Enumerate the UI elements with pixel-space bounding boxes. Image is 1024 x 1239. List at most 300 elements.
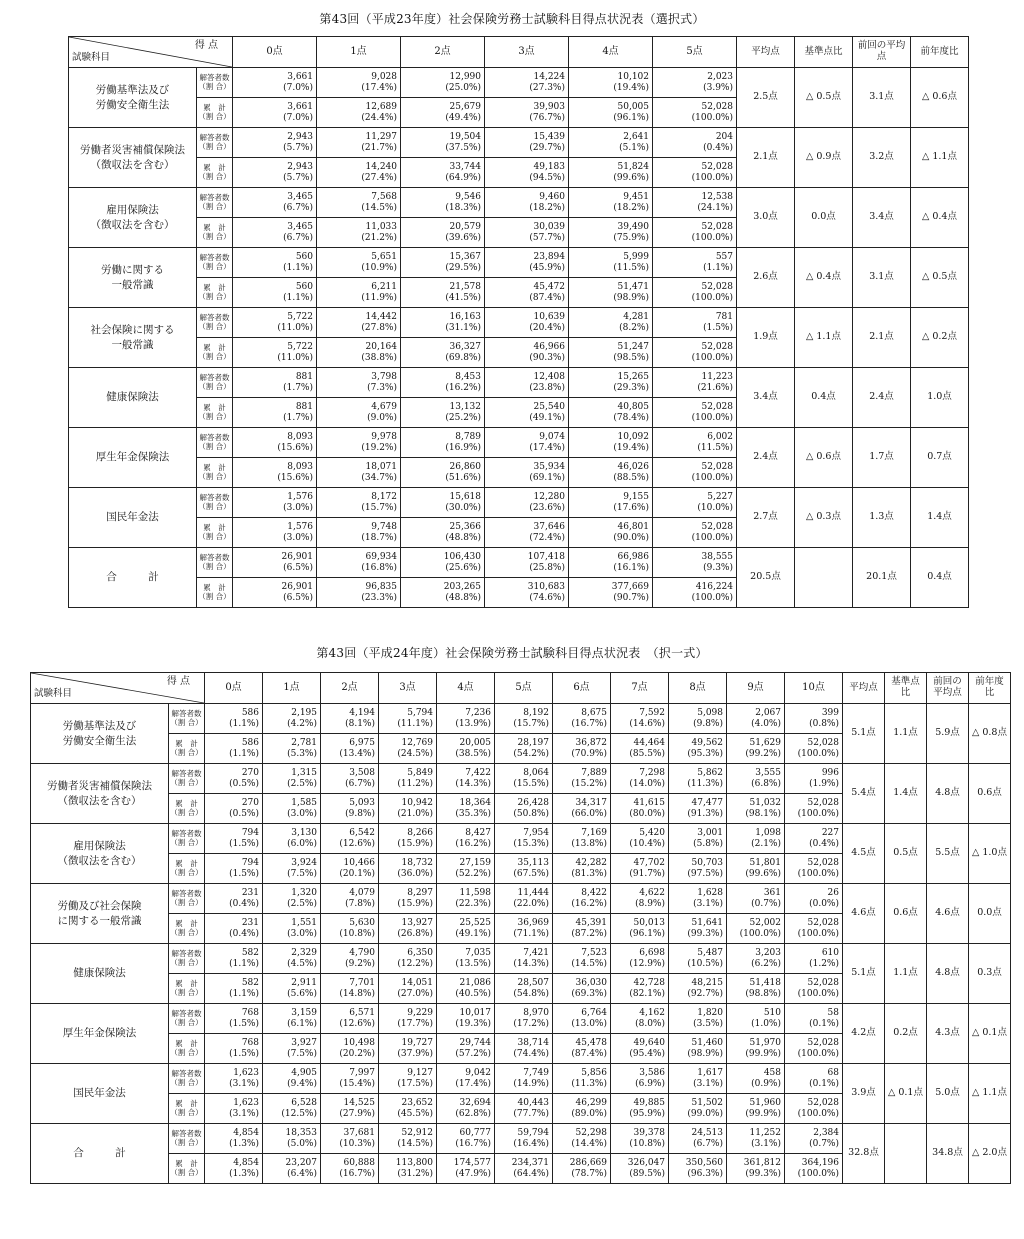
count-cell xyxy=(401,188,485,218)
count-percent: (2.5%) xyxy=(287,898,317,909)
row-label-count: 解答者数 （割 合） xyxy=(197,188,233,218)
count-value: 11,598 xyxy=(459,888,491,899)
count-percent: (17.7%) xyxy=(397,1018,433,1029)
count-percent: (30.0%) xyxy=(445,502,481,513)
cumulative-value: 49,640 xyxy=(633,1038,665,1049)
cumulative-value: 51,970 xyxy=(749,1038,781,1049)
cumulative-percent: (49.1%) xyxy=(529,412,565,423)
count-percent: (23.8%) xyxy=(529,382,565,393)
score-column-header: 5点 xyxy=(653,37,737,68)
subject-name: 健康保険法 xyxy=(69,368,197,428)
average-score: 32.8点 xyxy=(843,1124,885,1184)
count-percent: (15.9%) xyxy=(397,838,433,849)
count-value: 8,192 xyxy=(523,708,549,719)
cumulative-percent: (23.3%) xyxy=(361,592,397,603)
cumulative-percent: (87.4%) xyxy=(571,1048,607,1059)
count-percent: (16.8%) xyxy=(361,562,397,573)
count-percent: (8.1%) xyxy=(345,718,375,729)
count-percent: (15.5%) xyxy=(513,778,549,789)
count-percent: (18.2%) xyxy=(529,202,565,213)
cumulative-cell xyxy=(569,338,653,368)
cumulative-value: 49,885 xyxy=(633,1098,665,1109)
stat-column-header: 前年度比 xyxy=(911,37,969,68)
subject-count-row xyxy=(69,308,969,338)
count-cell xyxy=(569,188,653,218)
count-cell xyxy=(233,248,317,278)
baseline-diff: △ 0.5点 xyxy=(795,68,853,128)
count-percent: (16.7%) xyxy=(455,1138,491,1149)
cumulative-cell xyxy=(569,158,653,188)
count-value: 510 xyxy=(763,1008,781,1019)
cumulative-percent: (64.4%) xyxy=(513,1168,549,1179)
count-cell xyxy=(437,1124,495,1154)
count-cell xyxy=(569,68,653,98)
average-score: 3.4点 xyxy=(737,368,795,428)
cumulative-value: 113,800 xyxy=(395,1158,433,1169)
score-column-header: 7点 xyxy=(611,673,669,704)
count-percent: (16.9%) xyxy=(445,442,481,453)
cumulative-value: 10,498 xyxy=(343,1038,375,1049)
count-percent: (11.1%) xyxy=(397,718,433,729)
cumulative-cell xyxy=(233,98,317,128)
count-percent: (3.1%) xyxy=(693,898,723,909)
cumulative-percent: (85.5%) xyxy=(629,748,665,759)
cumulative-cell xyxy=(495,914,553,944)
count-value: 23,894 xyxy=(533,252,565,263)
average-score: 5.4点 xyxy=(843,764,885,824)
count-value: 9,028 xyxy=(371,72,397,83)
count-cell xyxy=(317,308,401,338)
count-value: 8,266 xyxy=(407,828,433,839)
cumulative-value: 13,132 xyxy=(449,402,481,413)
cumulative-value: 13,927 xyxy=(401,918,433,929)
stat-column-header: 平均点 xyxy=(843,673,885,704)
cumulative-cell xyxy=(263,854,321,884)
count-value: 794 xyxy=(241,828,259,839)
cumulative-percent: (5.3%) xyxy=(287,748,317,759)
count-value: 9,978 xyxy=(371,432,397,443)
cumulative-percent: (89.0%) xyxy=(571,1108,607,1119)
row-label-count: 解答者数 （割 合） xyxy=(197,368,233,398)
count-cell xyxy=(321,1004,379,1034)
cumulative-value: 3,465 xyxy=(287,222,313,233)
count-value: 38,555 xyxy=(701,552,733,563)
count-percent: (17.4%) xyxy=(361,82,397,93)
count-percent: (19.2%) xyxy=(361,442,397,453)
corner-header xyxy=(31,673,205,704)
count-value: 7,997 xyxy=(349,1068,375,1079)
cumulative-cell xyxy=(321,1034,379,1064)
count-percent: (25.0%) xyxy=(445,82,481,93)
cumulative-value: 5,093 xyxy=(349,798,375,809)
cumulative-cell xyxy=(321,1094,379,1124)
count-value: 7,568 xyxy=(371,192,397,203)
cumulative-cell xyxy=(233,398,317,428)
count-value: 6,571 xyxy=(349,1008,375,1019)
count-percent: (0.1%) xyxy=(809,1078,839,1089)
count-cell xyxy=(401,128,485,158)
cumulative-cell xyxy=(233,218,317,248)
count-cell xyxy=(205,704,263,734)
average-score: 2.1点 xyxy=(737,128,795,188)
cumulative-value: 52,028 xyxy=(807,978,839,989)
cumulative-value: 1,551 xyxy=(291,918,317,929)
count-percent: (22.0%) xyxy=(513,898,549,909)
cumulative-percent: (21.2%) xyxy=(361,232,397,243)
cumulative-percent: (49.4%) xyxy=(445,112,481,123)
cumulative-value: 40,805 xyxy=(617,402,649,413)
subject-count-row xyxy=(69,368,969,398)
count-cell xyxy=(727,1124,785,1154)
count-percent: (0.5%) xyxy=(229,778,259,789)
count-percent: (13.9%) xyxy=(455,718,491,729)
subject-count-row xyxy=(31,884,1011,914)
subject-name: 厚生年金保険法 xyxy=(31,1004,169,1064)
count-cell xyxy=(653,488,737,518)
count-cell xyxy=(263,1124,321,1154)
count-cell xyxy=(317,548,401,578)
year-over-year-diff: △ 0.6点 xyxy=(911,68,969,128)
stat-column-header: 前年度比 xyxy=(969,673,1011,704)
count-value: 5,794 xyxy=(407,708,433,719)
cumulative-percent: (100.0%) xyxy=(797,808,839,819)
count-percent: (21.7%) xyxy=(361,142,397,153)
count-percent: (8.2%) xyxy=(619,322,649,333)
cumulative-percent: (47.9%) xyxy=(455,1168,491,1179)
cumulative-value: 25,679 xyxy=(449,102,481,113)
count-value: 2,943 xyxy=(287,132,313,143)
cumulative-cell xyxy=(205,794,263,824)
count-value: 4,622 xyxy=(639,888,665,899)
row-label-count: 解答者数 （割 合） xyxy=(169,1004,205,1034)
cumulative-percent: (11.9%) xyxy=(361,292,397,303)
cumulative-value: 51,471 xyxy=(617,282,649,293)
count-percent: (37.5%) xyxy=(445,142,481,153)
count-cell xyxy=(317,428,401,458)
cumulative-cell xyxy=(495,974,553,1004)
count-percent: (21.6%) xyxy=(697,382,733,393)
count-cell xyxy=(205,1124,263,1154)
average-score: 2.5点 xyxy=(737,68,795,128)
count-percent: (24.1%) xyxy=(697,202,733,213)
cumulative-cell xyxy=(437,1034,495,1064)
count-cell xyxy=(205,944,263,974)
count-percent: (3.5%) xyxy=(693,1018,723,1029)
count-percent: (12.9%) xyxy=(629,958,665,969)
count-cell xyxy=(569,548,653,578)
cumulative-value: 52,028 xyxy=(807,858,839,869)
cumulative-percent: (3.0%) xyxy=(287,928,317,939)
cumulative-cell xyxy=(669,734,727,764)
count-percent: (3.1%) xyxy=(229,1078,259,1089)
score-column-header: 2点 xyxy=(321,673,379,704)
count-percent: (0.9%) xyxy=(751,1078,781,1089)
count-percent: (11.2%) xyxy=(397,778,433,789)
row-label-cumulative: 累 計 （割 合） xyxy=(169,914,205,944)
count-percent: (3.9%) xyxy=(703,82,733,93)
count-value: 881 xyxy=(295,372,313,383)
count-value: 52,912 xyxy=(401,1128,433,1139)
cumulative-value: 11,033 xyxy=(365,222,397,233)
cumulative-percent: (3.0%) xyxy=(283,532,313,543)
count-value: 14,224 xyxy=(533,72,565,83)
count-percent: (0.4%) xyxy=(229,898,259,909)
count-percent: (29.5%) xyxy=(445,262,481,273)
count-value: 18,353 xyxy=(285,1128,317,1139)
cumulative-percent: (25.2%) xyxy=(445,412,481,423)
count-cell xyxy=(727,704,785,734)
baseline-diff: 0.6点 xyxy=(885,884,927,944)
count-cell xyxy=(379,884,437,914)
count-percent: (9.4%) xyxy=(287,1078,317,1089)
row-label-cumulative: 累 計 （割 合） xyxy=(197,278,233,308)
count-cell xyxy=(553,884,611,914)
count-percent: (20.4%) xyxy=(529,322,565,333)
cumulative-value: 3,927 xyxy=(291,1038,317,1049)
cumulative-value: 51,502 xyxy=(691,1098,723,1109)
cumulative-percent: (95.3%) xyxy=(687,748,723,759)
subject-name: 厚生年金保険法 xyxy=(69,428,197,488)
count-value: 10,017 xyxy=(459,1008,491,1019)
count-percent: (1.5%) xyxy=(229,1018,259,1029)
subject-name: 合 計 xyxy=(69,548,197,608)
count-cell xyxy=(263,1004,321,1034)
count-value: 26 xyxy=(827,888,839,899)
cumulative-percent: (95.4%) xyxy=(629,1048,665,1059)
cumulative-value: 25,525 xyxy=(459,918,491,929)
subject-name: 国民年金法 xyxy=(69,488,197,548)
count-percent: (10.3%) xyxy=(339,1138,375,1149)
cumulative-value: 6,975 xyxy=(349,738,375,749)
cumulative-percent: (11.0%) xyxy=(277,352,313,363)
cumulative-cell xyxy=(437,1094,495,1124)
count-value: 3,159 xyxy=(291,1008,317,1019)
count-cell xyxy=(611,824,669,854)
cumulative-percent: (75.9%) xyxy=(613,232,649,243)
cumulative-value: 7,701 xyxy=(349,978,375,989)
count-value: 2,067 xyxy=(755,708,781,719)
count-value: 3,508 xyxy=(349,768,375,779)
cumulative-cell xyxy=(437,854,495,884)
cumulative-cell xyxy=(553,854,611,884)
cumulative-value: 60,888 xyxy=(343,1158,375,1169)
count-value: 5,849 xyxy=(407,768,433,779)
count-cell xyxy=(321,824,379,854)
count-percent: (1.1%) xyxy=(703,262,733,273)
count-percent: (2.1%) xyxy=(751,838,781,849)
cumulative-cell xyxy=(611,914,669,944)
row-label-count: 解答者数 （割 合） xyxy=(169,764,205,794)
cumulative-value: 52,028 xyxy=(701,402,733,413)
count-percent: (16.2%) xyxy=(445,382,481,393)
count-value: 2,384 xyxy=(813,1128,839,1139)
subject-name: 社会保険に関する 一般常識 xyxy=(69,308,197,368)
count-percent: (15.7%) xyxy=(361,502,397,513)
count-percent: (1.7%) xyxy=(283,382,313,393)
count-cell xyxy=(495,884,553,914)
previous-average: 1.3点 xyxy=(853,488,911,548)
count-value: 15,265 xyxy=(617,372,649,383)
count-percent: (10.8%) xyxy=(629,1138,665,1149)
cumulative-percent: (87.2%) xyxy=(571,928,607,939)
cumulative-value: 47,702 xyxy=(633,858,665,869)
cumulative-value: 46,966 xyxy=(533,342,565,353)
cumulative-cell xyxy=(263,974,321,1004)
cumulative-cell xyxy=(437,1154,495,1184)
count-value: 231 xyxy=(241,888,259,899)
count-value: 2,195 xyxy=(291,708,317,719)
cumulative-value: 36,030 xyxy=(575,978,607,989)
cumulative-value: 52,028 xyxy=(807,738,839,749)
cumulative-percent: (69.8%) xyxy=(445,352,481,363)
count-cell xyxy=(233,548,317,578)
count-cell xyxy=(379,824,437,854)
cumulative-percent: (50.8%) xyxy=(513,808,549,819)
subject-name: 労働者災害補償保険法 （徴収法を含む） xyxy=(31,764,169,824)
count-value: 12,408 xyxy=(533,372,565,383)
count-value: 3,465 xyxy=(287,192,313,203)
subject-name: 労働基準法及び 労働安全衛生法 xyxy=(69,68,197,128)
cumulative-value: 270 xyxy=(241,798,259,809)
score-column-header: 9点 xyxy=(727,673,785,704)
count-cell xyxy=(569,308,653,338)
cumulative-cell xyxy=(233,338,317,368)
count-cell xyxy=(485,368,569,398)
row-label-cumulative: 累 計 （割 合） xyxy=(169,1094,205,1124)
cumulative-value: 350,560 xyxy=(685,1158,723,1169)
cumulative-value: 20,164 xyxy=(365,342,397,353)
cumulative-percent: (48.8%) xyxy=(445,532,481,543)
cumulative-percent: (10.8%) xyxy=(339,928,375,939)
count-cell xyxy=(233,308,317,338)
count-cell xyxy=(437,884,495,914)
cumulative-cell xyxy=(569,578,653,608)
cumulative-value: 33,744 xyxy=(449,162,481,173)
count-value: 58 xyxy=(827,1008,839,1019)
count-cell xyxy=(205,764,263,794)
cumulative-percent: (89.5%) xyxy=(629,1168,665,1179)
cumulative-percent: (74.6%) xyxy=(529,592,565,603)
cumulative-cell xyxy=(485,518,569,548)
cumulative-percent: (81.3%) xyxy=(571,868,607,879)
count-percent: (31.1%) xyxy=(445,322,481,333)
count-value: 66,986 xyxy=(617,552,649,563)
cumulative-value: 231 xyxy=(241,918,259,929)
cumulative-percent: (100.0%) xyxy=(797,1048,839,1059)
cumulative-percent: (20.2%) xyxy=(339,1048,375,1059)
cumulative-cell xyxy=(785,914,843,944)
count-percent: (0.8%) xyxy=(809,718,839,729)
subject-name: 健康保険法 xyxy=(31,944,169,1004)
cumulative-cell xyxy=(669,1094,727,1124)
count-value: 4,079 xyxy=(349,888,375,899)
count-cell xyxy=(485,308,569,338)
count-value: 15,439 xyxy=(533,132,565,143)
previous-average: 20.1点 xyxy=(853,548,911,608)
cumulative-percent: (100.0%) xyxy=(691,172,733,183)
row-label-cumulative: 累 計 （割 合） xyxy=(197,518,233,548)
count-value: 1,098 xyxy=(755,828,781,839)
cumulative-cell xyxy=(317,158,401,188)
cumulative-percent: (100.0%) xyxy=(691,112,733,123)
cumulative-value: 40,443 xyxy=(517,1098,549,1109)
count-percent: (14.0%) xyxy=(629,778,665,789)
cumulative-percent: (99.2%) xyxy=(745,748,781,759)
cumulative-value: 52,028 xyxy=(701,522,733,533)
count-value: 15,618 xyxy=(449,492,481,503)
count-percent: (14.3%) xyxy=(513,958,549,969)
cumulative-cell xyxy=(553,1094,611,1124)
cumulative-cell xyxy=(485,578,569,608)
count-percent: (7.0%) xyxy=(283,82,313,93)
count-cell xyxy=(317,128,401,158)
count-cell xyxy=(205,824,263,854)
cumulative-value: 38,714 xyxy=(517,1038,549,1049)
count-cell xyxy=(727,944,785,974)
count-cell xyxy=(379,704,437,734)
cumulative-cell xyxy=(317,338,401,368)
cumulative-cell xyxy=(317,518,401,548)
count-value: 557 xyxy=(715,252,733,263)
count-cell xyxy=(317,488,401,518)
cumulative-value: 45,478 xyxy=(575,1038,607,1049)
count-percent: (5.1%) xyxy=(619,142,649,153)
cumulative-value: 26,428 xyxy=(517,798,549,809)
cumulative-value: 51,801 xyxy=(749,858,781,869)
cumulative-percent: (9.0%) xyxy=(367,412,397,423)
stat-column-header: 前回の平均点 xyxy=(853,37,911,68)
count-cell xyxy=(379,764,437,794)
count-value: 14,442 xyxy=(365,312,397,323)
baseline-diff: 0.0点 xyxy=(795,188,853,248)
count-cell xyxy=(401,548,485,578)
count-value: 68 xyxy=(827,1068,839,1079)
count-cell xyxy=(437,764,495,794)
cumulative-cell xyxy=(263,1034,321,1064)
count-value: 11,223 xyxy=(701,372,733,383)
cumulative-value: 3,661 xyxy=(287,102,313,113)
cumulative-percent: (92.7%) xyxy=(687,988,723,999)
cumulative-cell xyxy=(495,854,553,884)
count-percent: (0.4%) xyxy=(703,142,733,153)
cumulative-cell xyxy=(401,518,485,548)
count-value: 9,127 xyxy=(407,1068,433,1079)
count-percent: (14.4%) xyxy=(571,1138,607,1149)
cumulative-cell xyxy=(553,1154,611,1184)
cumulative-value: 5,630 xyxy=(349,918,375,929)
count-cell xyxy=(263,824,321,854)
cumulative-percent: (34.7%) xyxy=(361,472,397,483)
average-score: 2.7点 xyxy=(737,488,795,548)
cumulative-value: 52,028 xyxy=(807,918,839,929)
average-score: 3.0点 xyxy=(737,188,795,248)
cumulative-percent: (100.0%) xyxy=(691,352,733,363)
count-value: 8,172 xyxy=(371,492,397,503)
count-cell xyxy=(611,1124,669,1154)
cumulative-value: 20,005 xyxy=(459,738,491,749)
count-cell xyxy=(485,128,569,158)
previous-average: 2.4点 xyxy=(853,368,911,428)
previous-average: 4.3点 xyxy=(927,1004,969,1064)
cumulative-value: 50,005 xyxy=(617,102,649,113)
count-value: 8,064 xyxy=(523,768,549,779)
cumulative-cell xyxy=(785,1154,843,1184)
count-percent: (16.2%) xyxy=(571,898,607,909)
count-cell xyxy=(553,1004,611,1034)
count-percent: (6.1%) xyxy=(287,1018,317,1029)
header-row xyxy=(31,673,1011,704)
previous-average: 3.2点 xyxy=(853,128,911,188)
